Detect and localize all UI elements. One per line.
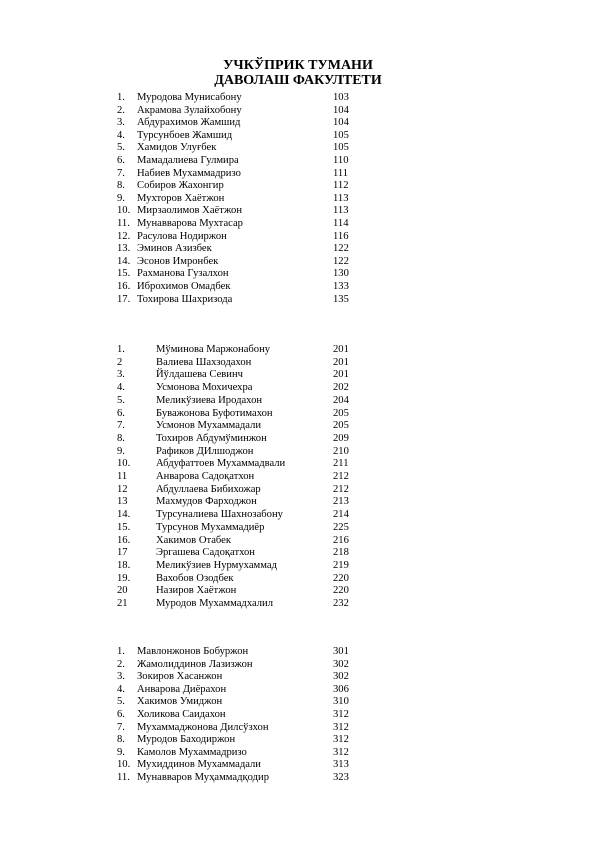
room-number: 113 bbox=[333, 205, 349, 217]
entry-number: 2 bbox=[117, 356, 123, 368]
student-name: Абдуфаттоев Мухаммадвали bbox=[156, 458, 286, 470]
entry-number: 19. bbox=[117, 572, 131, 584]
room-number: 225 bbox=[333, 521, 349, 533]
student-name: Махмудов Фарходжон bbox=[156, 496, 257, 508]
student-name: Абдуллаева Бибихожар bbox=[156, 483, 261, 495]
room-number: 220 bbox=[333, 572, 349, 584]
list-item bbox=[0, 758, 596, 771]
student-name: Усмонов Мухаммадали bbox=[156, 420, 262, 432]
student-name: Мухиддинов Мухаммадали bbox=[137, 759, 261, 771]
list-item bbox=[0, 104, 596, 117]
room-number: 201 bbox=[333, 344, 349, 355]
student-name: Мамадалиева Гулмира bbox=[137, 155, 239, 166]
student-name: Муродов Мухаммадхалил bbox=[156, 598, 274, 609]
room-number: 232 bbox=[333, 598, 349, 609]
list-item bbox=[0, 470, 596, 483]
room-number: 210 bbox=[333, 445, 349, 457]
entry-number: 12. bbox=[117, 230, 131, 242]
room-number: 104 bbox=[333, 104, 349, 116]
entry-number: 6. bbox=[117, 155, 125, 166]
student-name: Мўминова Маржонабону bbox=[156, 344, 271, 355]
student-name: Холикова Саидахон bbox=[137, 709, 226, 720]
entry-number: 10. bbox=[117, 205, 131, 217]
list-item bbox=[0, 508, 596, 521]
list-item bbox=[0, 597, 596, 610]
list-item bbox=[0, 658, 596, 671]
student-name: Буважонова Буфотимахон bbox=[156, 407, 273, 419]
room-number: 205 bbox=[333, 407, 349, 419]
room-number: 201 bbox=[333, 356, 349, 368]
entry-number: 14. bbox=[117, 255, 131, 267]
entry-number: 2. bbox=[117, 104, 125, 116]
room-number: 312 bbox=[333, 734, 349, 746]
list-item bbox=[0, 204, 596, 217]
student-name: Анварова Садоқатхон bbox=[156, 471, 255, 482]
entry-number: 11 bbox=[117, 471, 128, 482]
entry-number: 16. bbox=[117, 281, 131, 292]
entry-number: 15. bbox=[117, 268, 131, 280]
room-number: 313 bbox=[333, 759, 349, 771]
list-item bbox=[0, 167, 596, 180]
entry-number: 9. bbox=[117, 746, 125, 758]
list-item bbox=[0, 242, 596, 255]
room-number: 220 bbox=[333, 585, 349, 597]
entry-number: 8. bbox=[117, 734, 125, 746]
entry-number: 17 bbox=[117, 547, 128, 559]
room-number: 201 bbox=[333, 369, 349, 381]
list-item bbox=[0, 495, 596, 508]
student-name: Мавлонжонов Бобуржон bbox=[137, 646, 249, 657]
room-number: 312 bbox=[333, 746, 349, 758]
student-name: Камолов Мухаммадризо bbox=[137, 746, 247, 758]
room-number: 122 bbox=[333, 243, 349, 255]
list-item bbox=[0, 746, 596, 759]
list-item bbox=[0, 255, 596, 268]
list-item bbox=[0, 343, 596, 356]
student-name: Мухаммаджонова Дилсўзхон bbox=[137, 721, 269, 733]
entry-number: 13 bbox=[117, 496, 128, 508]
list-item bbox=[0, 217, 596, 230]
student-name: Эминов Азизбек bbox=[137, 243, 212, 255]
room-number: 218 bbox=[333, 547, 349, 559]
list-item bbox=[0, 419, 596, 432]
room-number: 302 bbox=[333, 658, 349, 670]
entry-number: 3. bbox=[117, 369, 125, 381]
student-name: Эсонов Имронбек bbox=[137, 255, 219, 267]
list-item bbox=[0, 407, 596, 420]
list-item bbox=[0, 708, 596, 721]
list-item bbox=[0, 457, 596, 470]
student-name: Жамолиддинов Лазизжон bbox=[137, 658, 253, 670]
room-number: 302 bbox=[333, 671, 349, 683]
entry-number: 17. bbox=[117, 293, 131, 305]
list-item bbox=[0, 293, 596, 306]
student-name: Турсуналиева Шахнозабону bbox=[156, 509, 283, 521]
student-name: Анварова Диёрахон bbox=[137, 683, 227, 695]
room-number: 306 bbox=[333, 683, 349, 695]
district-title: УЧКЎПРИК ТУМАНИ bbox=[223, 58, 373, 73]
student-name: Тохиров Абдумўминжон bbox=[156, 432, 267, 444]
room-number: 205 bbox=[333, 420, 349, 432]
room-number: 104 bbox=[333, 117, 349, 129]
room-number: 133 bbox=[333, 281, 349, 292]
student-name: Абдурахимов Жамшид bbox=[137, 117, 241, 129]
list-item bbox=[0, 559, 596, 572]
list-item bbox=[0, 771, 596, 784]
room-number: 135 bbox=[333, 293, 349, 305]
entry-number: 14. bbox=[117, 509, 131, 521]
list-item bbox=[0, 572, 596, 585]
entry-number: 6. bbox=[117, 709, 125, 720]
room-number: 204 bbox=[333, 394, 349, 406]
room-number: 113 bbox=[333, 192, 349, 204]
list-item bbox=[0, 584, 596, 597]
list-item bbox=[0, 141, 596, 154]
student-name: Собиров Жахонгир bbox=[137, 180, 224, 192]
entry-number: 6. bbox=[117, 407, 125, 419]
list-item bbox=[0, 154, 596, 167]
student-name: Акрамова Зулайхобону bbox=[137, 104, 242, 116]
room-number: 323 bbox=[333, 772, 349, 783]
room-number: 213 bbox=[333, 496, 349, 508]
room-number: 105 bbox=[333, 129, 349, 141]
entry-number: 3. bbox=[117, 117, 125, 129]
student-name: Хакимов Отабек bbox=[156, 534, 232, 546]
student-name: Хамидов Улуғбек bbox=[137, 142, 217, 154]
list-item bbox=[0, 521, 596, 534]
list-item bbox=[0, 645, 596, 658]
entry-number: 5. bbox=[117, 696, 125, 708]
list-item bbox=[0, 695, 596, 708]
list-item bbox=[0, 683, 596, 696]
student-name: Рафиков ДИлшоджон bbox=[156, 445, 254, 457]
student-name: Мирзаолимов Хаётжон bbox=[137, 205, 243, 217]
entry-number: 8. bbox=[117, 180, 125, 192]
list-item bbox=[0, 381, 596, 394]
student-name: Муродова Мунисабону bbox=[137, 92, 242, 103]
entry-number: 2. bbox=[117, 658, 125, 670]
entry-number: 21 bbox=[117, 598, 128, 609]
room-number: 112 bbox=[333, 180, 349, 192]
room-number: 122 bbox=[333, 255, 349, 267]
room-number: 212 bbox=[333, 483, 349, 495]
entry-number: 1. bbox=[117, 92, 125, 103]
student-name: Мунавваров Муҳаммадқодир bbox=[137, 772, 270, 783]
student-name: Набиев Мухаммадризо bbox=[137, 167, 241, 179]
student-name: Усмонова Мохичехра bbox=[156, 382, 253, 394]
entry-number: 1. bbox=[117, 646, 125, 657]
room-number: 312 bbox=[333, 709, 349, 720]
room-number: 114 bbox=[333, 218, 349, 229]
entry-number: 15. bbox=[117, 521, 131, 533]
room-number: 130 bbox=[333, 268, 349, 280]
room-number: 202 bbox=[333, 382, 349, 394]
entry-number: 12 bbox=[117, 483, 128, 495]
room-number: 105 bbox=[333, 142, 349, 154]
list-item bbox=[0, 280, 596, 293]
student-name: Иброхимов Омадбек bbox=[137, 281, 231, 292]
list-item bbox=[0, 394, 596, 407]
student-name: Тохирова Шахризода bbox=[137, 293, 233, 305]
list-item bbox=[0, 179, 596, 192]
entry-number: 9. bbox=[117, 445, 125, 457]
entry-number: 16. bbox=[117, 534, 131, 546]
entry-number: 7. bbox=[117, 721, 125, 733]
room-number: 111 bbox=[333, 167, 349, 179]
entry-number: 10. bbox=[117, 759, 131, 771]
student-name: Турсунбоев Жамшид bbox=[137, 129, 233, 141]
list-item bbox=[0, 129, 596, 142]
student-name: Хакимов Умиджон bbox=[137, 696, 223, 708]
entry-number: 7. bbox=[117, 420, 125, 432]
list-item bbox=[0, 432, 596, 445]
entry-number: 20 bbox=[117, 585, 128, 597]
student-name: Эргашева Садоқатхон bbox=[156, 547, 255, 559]
entry-number: 10. bbox=[117, 458, 131, 470]
faculty-title: ДАВОЛАШ ФАКУЛТЕТИ bbox=[214, 73, 382, 88]
list-item bbox=[0, 546, 596, 559]
entry-number: 11. bbox=[117, 772, 130, 783]
student-name: Меликўзиева Иродахон bbox=[156, 394, 263, 406]
list-item bbox=[0, 267, 596, 280]
list-item bbox=[0, 721, 596, 734]
room-number: 103 bbox=[333, 92, 349, 103]
student-name: Муродов Баходиржон bbox=[137, 734, 236, 746]
room-number: 219 bbox=[333, 559, 349, 571]
list-item bbox=[0, 192, 596, 205]
room-number: 211 bbox=[333, 458, 349, 470]
list-item bbox=[0, 445, 596, 458]
student-name: Назиров Хаётжон bbox=[156, 585, 237, 597]
entry-number: 18. bbox=[117, 559, 131, 571]
list-item bbox=[0, 356, 596, 369]
entry-number: 4. bbox=[117, 683, 125, 695]
room-number: 110 bbox=[333, 155, 349, 166]
room-number: 216 bbox=[333, 534, 349, 546]
list-item bbox=[0, 230, 596, 243]
student-name: Мухторов Хаётжон bbox=[137, 192, 225, 204]
entry-number: 8. bbox=[117, 432, 125, 444]
student-name: Вахобов Озодбек bbox=[156, 572, 234, 584]
list-item bbox=[0, 733, 596, 746]
entry-number: 4. bbox=[117, 129, 125, 141]
student-name: Йўлдашева Севинч bbox=[156, 369, 243, 381]
student-name: Мунавварова Мухтасар bbox=[137, 218, 243, 229]
entry-number: 5. bbox=[117, 142, 125, 154]
list-item bbox=[0, 534, 596, 547]
list-item bbox=[0, 368, 596, 381]
entry-number: 11. bbox=[117, 218, 130, 229]
entry-number: 13. bbox=[117, 243, 131, 255]
student-name: Рахманова Гузалхон bbox=[137, 268, 229, 280]
student-name: Валиева Шахзодахон bbox=[156, 356, 252, 368]
student-name: Зокиров Хасанжон bbox=[137, 671, 223, 683]
room-number: 214 bbox=[333, 509, 349, 521]
room-number: 301 bbox=[333, 646, 349, 657]
entry-number: 1. bbox=[117, 344, 125, 355]
list-item bbox=[0, 116, 596, 129]
room-number: 212 bbox=[333, 471, 349, 482]
entry-number: 7. bbox=[117, 167, 125, 179]
student-name: Турсунов Мухаммадиёр bbox=[156, 521, 265, 533]
room-number: 310 bbox=[333, 696, 349, 708]
student-name: Меликўзиев Нурмухаммад bbox=[156, 559, 277, 571]
list-item bbox=[0, 670, 596, 683]
student-name: Расулова Нодиржон bbox=[137, 230, 227, 242]
room-number: 116 bbox=[333, 230, 349, 242]
room-number: 312 bbox=[333, 721, 349, 733]
room-number: 209 bbox=[333, 432, 349, 444]
entry-number: 5. bbox=[117, 394, 125, 406]
list-item bbox=[0, 91, 596, 104]
entry-number: 9. bbox=[117, 192, 125, 204]
list-item bbox=[0, 483, 596, 496]
entry-number: 4. bbox=[117, 382, 125, 394]
entry-number: 3. bbox=[117, 671, 125, 683]
